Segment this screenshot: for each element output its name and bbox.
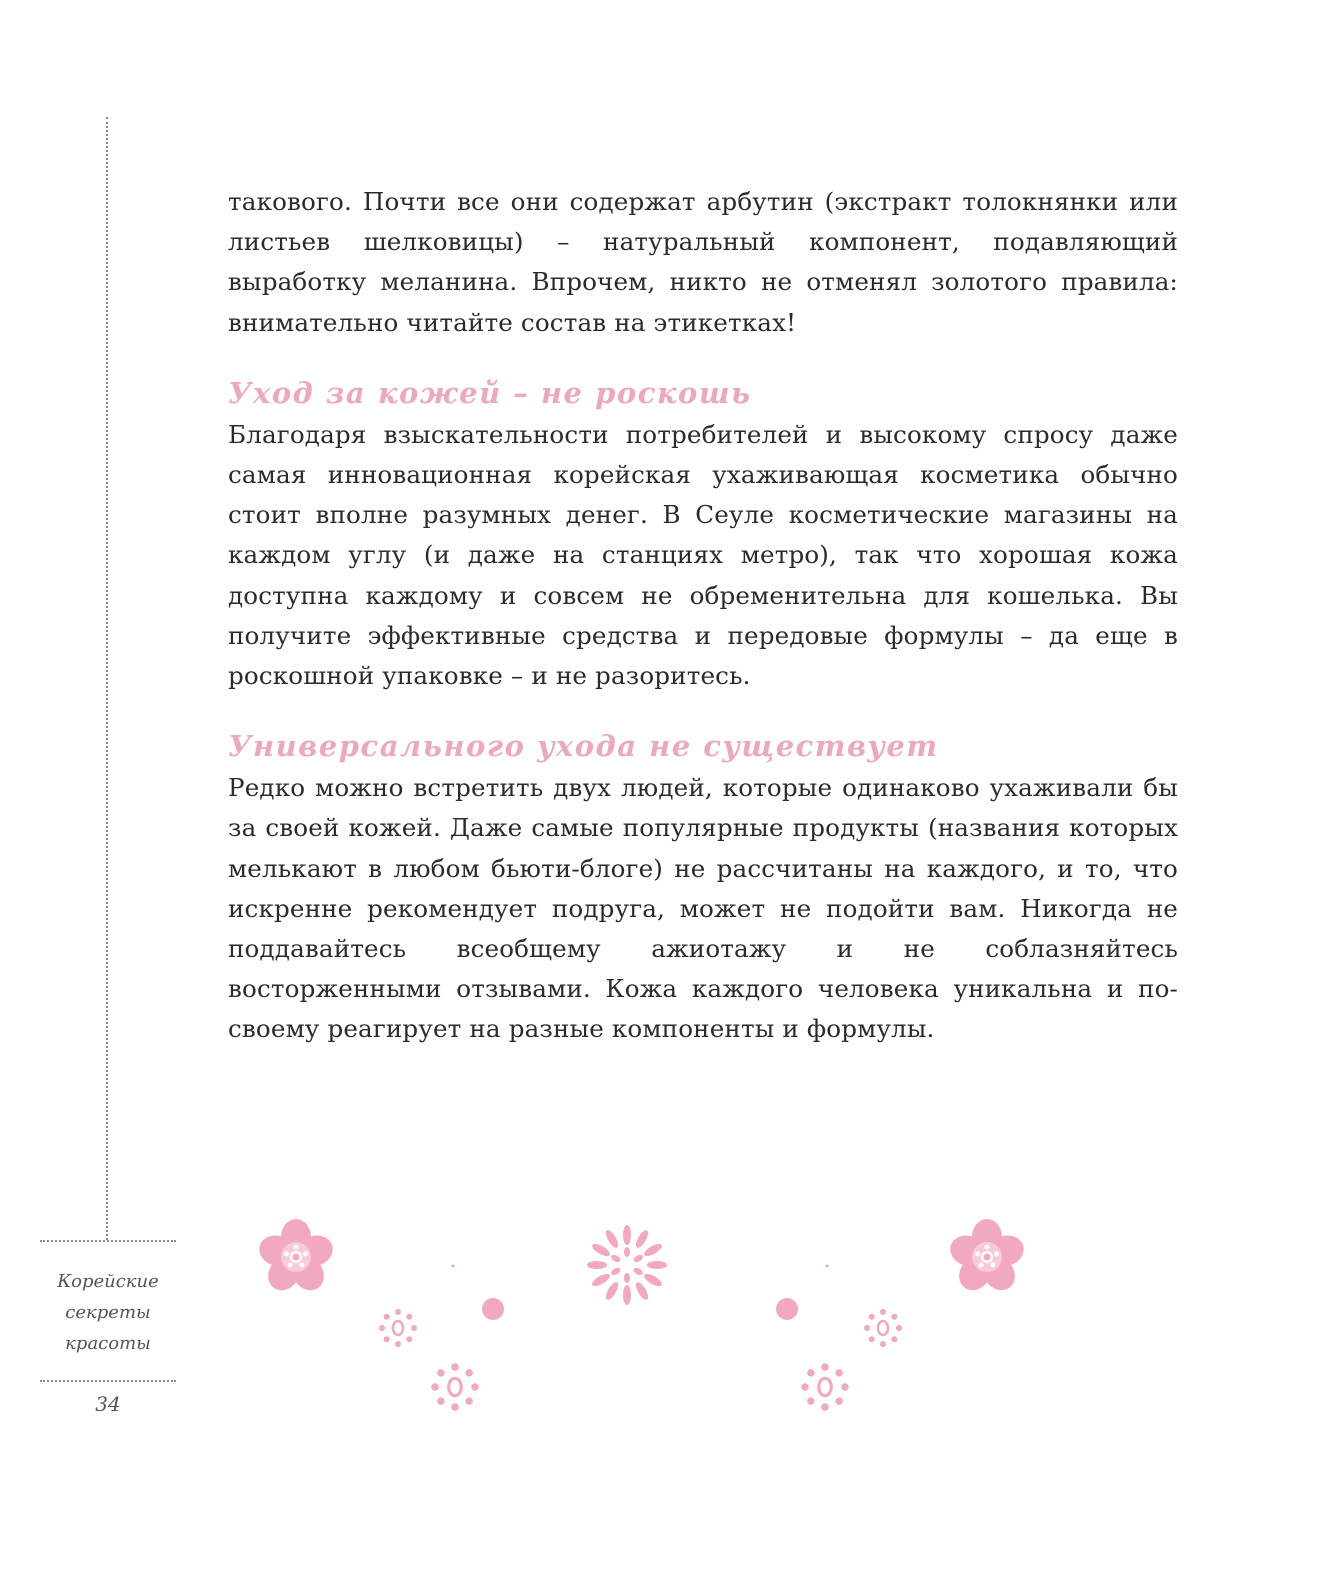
sidebar-rule-bottom (40, 1380, 176, 1382)
sidebar-vertical-rule (106, 117, 108, 1240)
section-heading-2: Универсального ухода не существует (228, 729, 939, 764)
sidebar-title-line-2: секреты (65, 1302, 151, 1323)
paragraph-3: Редко можно встретить двух людей, которые одинаково ухаживали бы за своей кожей. Даже самые популярные продукты (названия которых мелькают в любом бьюти-блоге) не рассчитаны на каждого, и то, что искренне рекомендует подруга, может не подойти вам. Никогда не поддавайтесь всеобщему ажиотажу и не соблазняйтесь восторженными отзывами. Кожа каждого человека уникальна и по-своему реагирует на разные компоненты и формулы. (228, 773, 1178, 1044)
dot-ring-3 (864, 1309, 902, 1347)
page-number: 34 (95, 1392, 121, 1416)
pink-dot-right (776, 1298, 798, 1320)
flower-left (255, 1219, 337, 1297)
section-heading-1: Уход за кожей – не роскошь (228, 375, 752, 410)
dot-ring-1 (379, 1309, 417, 1347)
main-text (228, 182, 1178, 1050)
tiny-dot-left (452, 1265, 455, 1268)
flower-right (946, 1219, 1028, 1297)
sidebar-rule-top (40, 1240, 176, 1242)
sidebar-book-title (40, 1266, 176, 1359)
sidebar-title-line-1: Корейские (57, 1271, 159, 1292)
dot-ring-2 (431, 1363, 479, 1411)
pink-dot-left (482, 1298, 504, 1320)
sidebar-title-line-3: красоты (65, 1333, 151, 1354)
paragraph-1: такового. Почти все они содержат арбутин (экстракт толокнянки или листьев шелковицы) – натуральный компонент, подавляющий выработку меланина. Впрочем, никто не отменял золотого правила: внимательно читайте состав на этикетках! (228, 187, 1178, 337)
dot-ring-4 (801, 1363, 849, 1411)
tiny-dot-right (826, 1265, 829, 1268)
paragraph-2: Благодаря взыскательности потребителей и высокому спросу даже самая инновационная корейская ухаживающая косметика обычно стоит вполне разумных денег. В Сеуле косметические магазины на каждом углу (и даже на станциях метро), так что хорошая кожа доступна каждому и совсем не обременительна для кошелька. Вы получите эффективные средства и передовые формулы – да еще в роскошной упаковке – и не разоритесь. (228, 419, 1178, 691)
burst-center (587, 1225, 667, 1305)
